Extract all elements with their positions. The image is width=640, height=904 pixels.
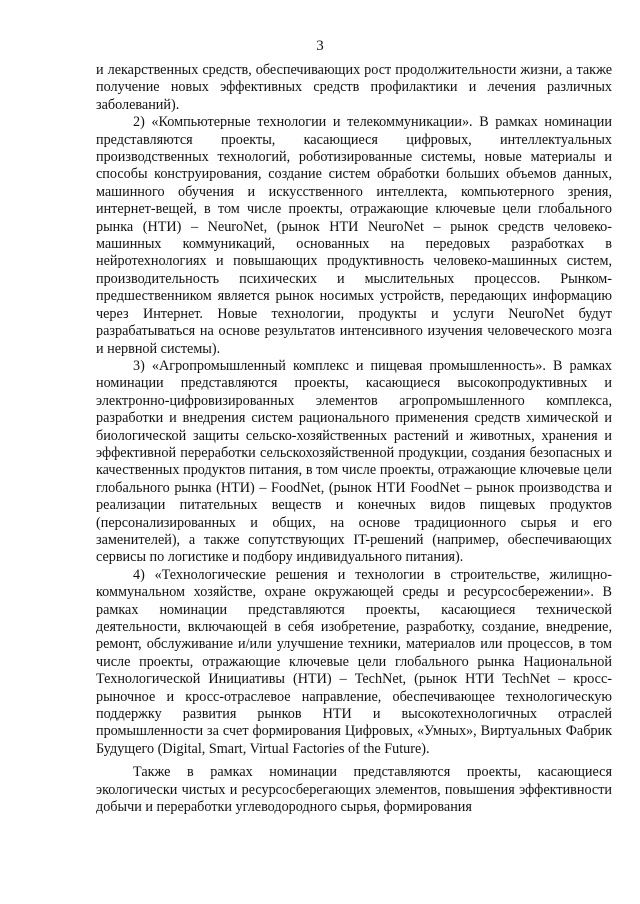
paragraph-item-3-agro-industrial: 3) «Агропромышленный комплекс и пищевая промышленность». В рамках номинации представляются проекты, касающиеся высокопродуктивных и электронно-цифровизированных элементов агропромышленного комплекса, разработки и внедрения систем рационального применения средств химической и биологической защиты сельско-хозяйственных растений и животных, хранения и эффективной переработки сельскохозяйственной продукции, создания безопасных и качественных продуктов питания, в том числе проекты, отражающие ключевые цели глобального рынка (НТИ) – FoodNet, (рынок НТИ FoodNet – рынок производства и реализации питательных веществ и конечных видов пищевых продуктов (персонализированных и общих, на основе традиционного сырья и его заменителей), а также сопутствующих IT-решений (например, обеспечивающих сервисы по логистике и подбору индивидуального питания). [96, 357, 612, 566]
paragraph-item-4-technological-solutions: 4) «Технологические решения и технологии в строительстве, жилищно-коммунальном хозяйстве, охране окружающей среды и ресурсосбережении». В рамках номинации представляются проекты, касающиеся технической деятельности, включающей в себя изобретение, разработку, создание, внедрение, ремонт, обслуживание и/или улучшение техники, материалов или процессов, в том числе проекты, отражающие ключевые цели глобального рынка Национальной Технологической Инициативы (НТИ) – TechNet, (рынок НТИ TechNet – кросс-рыночное и кросс-отраслевое направление, обеспечивающее технологическую поддержку развития рынков НТИ и высокотехнологичных отраслей промышленности за счет формирования Цифровых, «Умных», Виртуальных Фабрик Будущего (Digital, Smart, Virtual Factories of the Future). [96, 566, 612, 757]
page-number: 3 [316, 38, 324, 54]
paragraph-also-nominations: Также в рамках номинации представляются проекты, касающиеся экологически чистых и ресурсосберегающих элементов, повышения эффективности добычи и переработки углеводородного сырья, формирования [96, 764, 612, 816]
paragraph-item-2-computer-technologies: 2) «Компьютерные технологии и телекоммуникации». В рамках номинации представляются проекты, касающиеся цифровых, интеллектуальных производственных технологий, роботизированные системы, новые материалы и способы конструирования, создание систем обработки больших объемов данных, машинного обучения и искусственного интеллекта, компьютерного зрения, интернет-вещей, в том числе проекты, отражающие ключевые цели глобального рынка (НТИ) – NeuroNet, (рынок НТИ NeuroNet – рынок средств человеко-машинных коммуникаций, основанных на передовых разработках в нейротехнологиях и повышающих продуктивность человеко-машинных систем, производительность психических и мыслительных процессов. Рынком-предшественником является рынок носимых устройств, передающих информацию через Интернет. Новые технологии, продукты и услуги NeuroNet будут разрабатываться на основе результатов интенсивного изучения человеческого мозга и нервной системы). [96, 114, 612, 357]
document-body [96, 62, 612, 816]
paragraph-continuation: и лекарственных средств, обеспечивающих рост продолжительности жизни, а также получение новых эффективных средств профилактики и лечения различных заболеваний). [96, 62, 612, 113]
